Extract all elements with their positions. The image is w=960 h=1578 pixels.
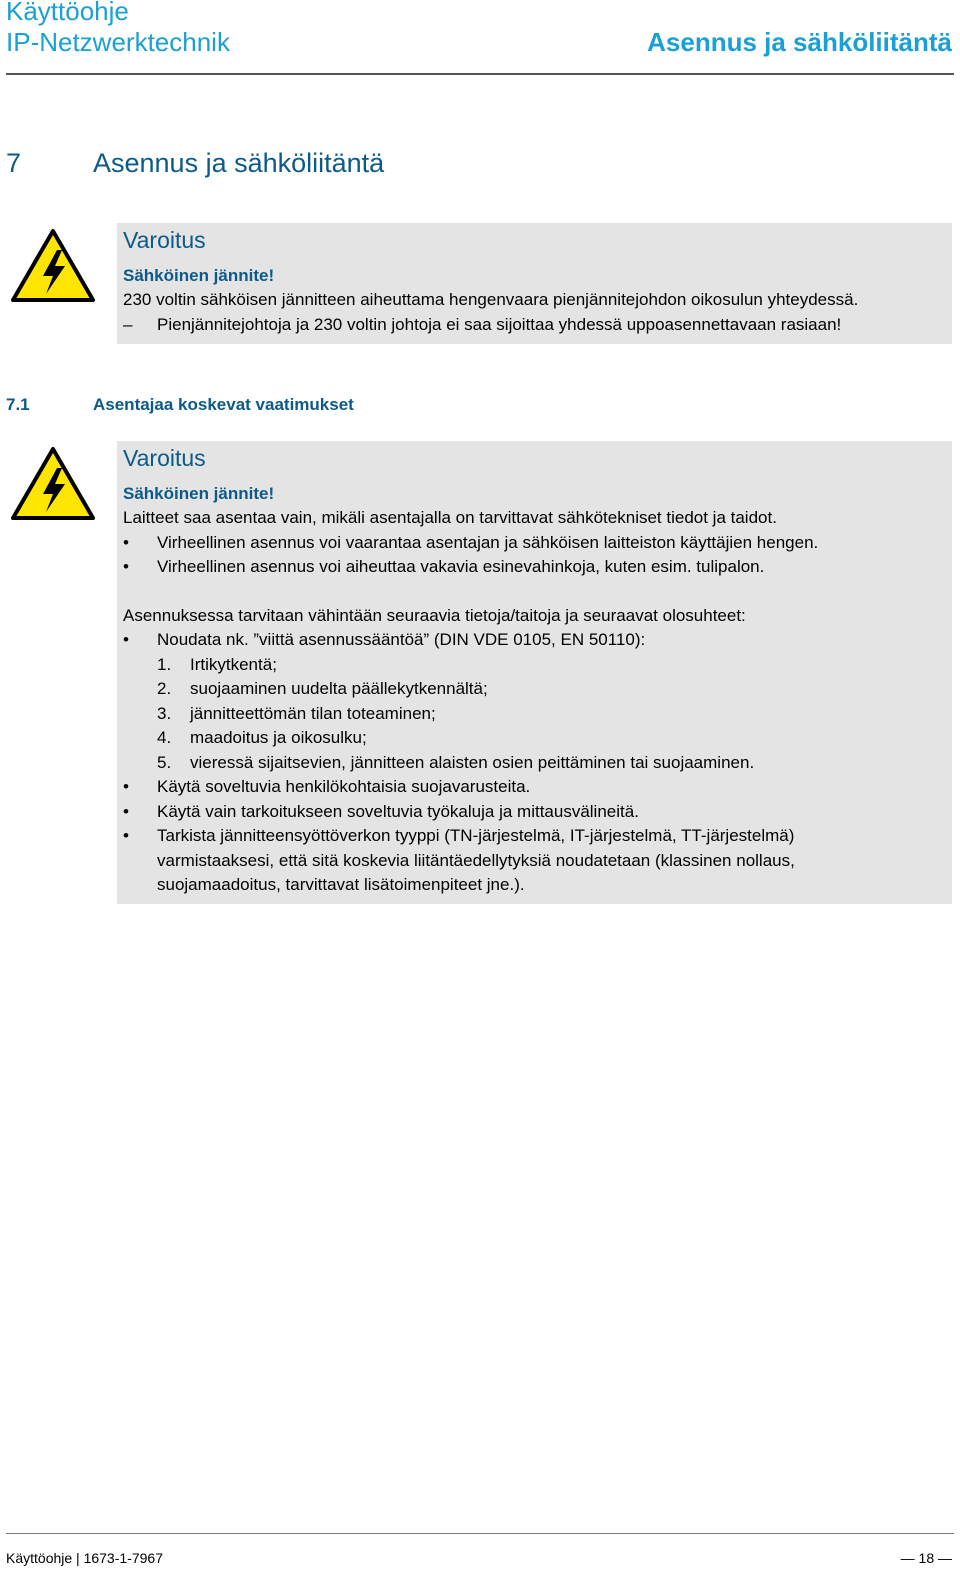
header-section: Asennus ja sähköliitäntä bbox=[647, 27, 952, 57]
list-item-text: Käytä vain tarkoitukseen soveltuvia työkaluja ja mittausvälineitä. bbox=[157, 801, 639, 821]
list-item-text: Noudata nk. ”viittä asennussääntöä” (DIN VDE 0105, EN 50110): bbox=[157, 630, 646, 649]
intro-text: Asennuksessa tarvitaan vähintään seuraavia tietoja/taitoja ja seuraavat olosuhteet: bbox=[123, 605, 746, 625]
numbered-item bbox=[123, 702, 946, 727]
number-marker: 5. bbox=[157, 752, 172, 772]
bullet-marker: • bbox=[123, 630, 129, 649]
header-rule bbox=[6, 73, 954, 75]
numbered-item bbox=[123, 653, 946, 678]
bullet-marker: • bbox=[123, 532, 129, 552]
bullet-marker: • bbox=[123, 826, 129, 845]
dash-marker: – bbox=[123, 314, 133, 334]
number-marker: 1. bbox=[157, 654, 172, 674]
number-marker: 3. bbox=[157, 703, 172, 723]
number-marker: 2. bbox=[157, 679, 172, 698]
numbered-item-text: Irtikytkentä; bbox=[190, 654, 277, 674]
numbered-item bbox=[123, 751, 946, 776]
bullet-marker: • bbox=[123, 777, 129, 796]
dash-item-text: Pienjännitejohtoja ja 230 voltin johtoja ei saa sijoittaa yhdessä uppoasennettavaan rasiaan! bbox=[157, 314, 842, 334]
number-marker: 4. bbox=[157, 728, 172, 747]
list-item-continuation: suojamaadoitus, tarvittavat lisätoimenpiteet jne.). bbox=[157, 875, 525, 894]
footer-doc-id: Käyttöohje | 1673-1-7967 bbox=[6, 1550, 163, 1566]
list-item bbox=[123, 800, 946, 825]
warning-title: Varoitus bbox=[123, 227, 206, 253]
numbered-item-text: vieressä sijaitsevien, jännitteen alaisten osien peittäminen tai suojaaminen. bbox=[190, 752, 755, 772]
header-product: IP-Netzwerktechnik bbox=[6, 27, 230, 57]
list-item bbox=[123, 824, 946, 849]
subsection-number: 7.1 bbox=[6, 395, 30, 414]
list-item-text: Virheellinen asennus voi vaarantaa asentajan ja sähköisen laitteiston käyttäjien hengen. bbox=[157, 532, 819, 552]
header-doc-type: Käyttöohje bbox=[6, 0, 129, 26]
list-item bbox=[123, 531, 946, 556]
list-item bbox=[123, 775, 946, 800]
warning-heading: Sähköinen jännite! bbox=[123, 266, 275, 285]
numbered-item-text: suojaaminen uudelta päällekytkennältä; bbox=[190, 679, 488, 698]
list-item bbox=[123, 555, 946, 580]
list-item-continuation: varmistaaksesi, että sitä koskevia liitäntäedellytyksiä noudatetaan (klassinen nollaus, bbox=[157, 850, 795, 870]
list-item-text: Käytä soveltuvia henkilökohtaisia suojavarusteita. bbox=[157, 777, 531, 796]
warning-box-2 bbox=[117, 441, 952, 904]
electrical-hazard-icon bbox=[10, 228, 96, 304]
numbered-item bbox=[123, 726, 946, 751]
list-item-text: Virheellinen asennus voi aiheuttaa vakavia esinevahinkoja, kuten esim. tulipalon. bbox=[157, 557, 765, 576]
footer-rule bbox=[6, 1533, 954, 1534]
spacer bbox=[123, 580, 946, 604]
bullet-marker: • bbox=[123, 557, 129, 576]
numbered-item bbox=[123, 677, 946, 702]
numbered-item-text: maadoitus ja oikosulku; bbox=[190, 728, 367, 747]
list-item bbox=[123, 628, 946, 653]
warning-title: Varoitus bbox=[123, 445, 206, 471]
numbered-item-text: jännitteettömän tilan toteaminen; bbox=[190, 703, 436, 723]
bullet-marker: • bbox=[123, 801, 129, 821]
subsection-title: Asentajaa koskevat vaatimukset bbox=[93, 395, 354, 414]
page-number: — 18 — bbox=[900, 1550, 952, 1566]
warning-text: Laitteet saa asentaa vain, mikäli asentajalla on tarvittavat sähkötekniset tiedot ja taidot. bbox=[123, 508, 777, 527]
warning-box-1 bbox=[117, 223, 952, 344]
chapter-title: Asennus ja sähköliitäntä bbox=[93, 148, 385, 178]
warning-heading: Sähköinen jännite! bbox=[123, 484, 275, 503]
warning-dash-item bbox=[123, 313, 946, 338]
chapter-number: 7 bbox=[6, 148, 22, 178]
list-item-text: Tarkista jännitteensyöttöverkon tyyppi (TN-järjestelmä, IT-järjestelmä, TT-järjestelmä) bbox=[157, 826, 795, 845]
warning-text: 230 voltin sähköisen jännitteen aiheuttama hengenvaara pienjännitejohdon oikosulun yhteydessä. bbox=[123, 290, 859, 309]
electrical-hazard-icon bbox=[10, 446, 96, 522]
